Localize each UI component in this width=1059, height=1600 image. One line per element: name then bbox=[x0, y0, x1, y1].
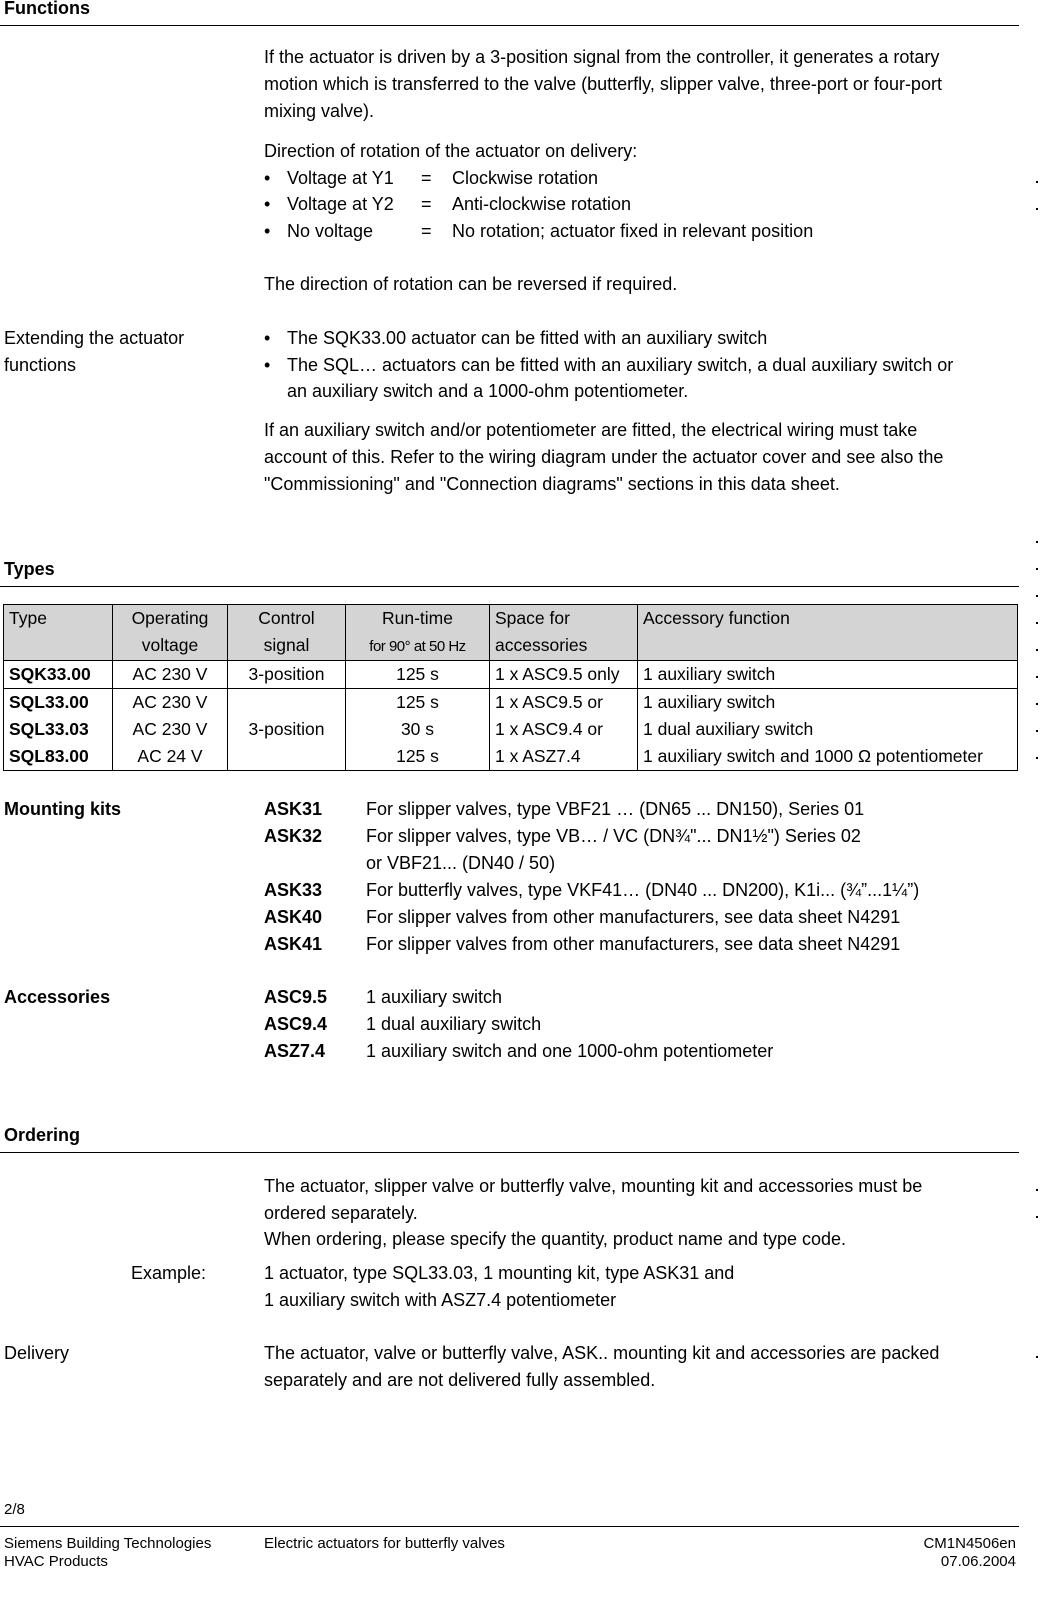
bullet-equals: = bbox=[421, 194, 432, 214]
kit-code: ASK31 bbox=[264, 799, 323, 819]
example-text: 1 actuator, type SQL33.03, 1 mounting kit, type ASK31 and bbox=[264, 1263, 735, 1283]
kit-code: ASK40 bbox=[264, 907, 323, 927]
table-row bbox=[4, 689, 1018, 771]
cell-signal: 3-position bbox=[228, 689, 346, 771]
margin-mark bbox=[1036, 1356, 1038, 1358]
section-heading-types: Types bbox=[4, 559, 55, 579]
footer-company: Siemens Building Technologies bbox=[4, 1535, 212, 1552]
kit-desc: For butterfly valves, type VKF41… (DN40 ... DN200), K1i... (¾”...1¼”) bbox=[366, 880, 920, 900]
bullet-equals: = bbox=[421, 221, 432, 241]
page-number: 2/8 bbox=[4, 1501, 25, 1518]
footer-divider bbox=[0, 1526, 1019, 1527]
kit-desc: or VBF21... (DN40 / 50) bbox=[366, 853, 556, 873]
side-label: Extending the actuator bbox=[4, 328, 185, 348]
cell-space: 1 x ASC9.5 only bbox=[490, 661, 638, 689]
bullet-condition: Voltage at Y2 bbox=[287, 194, 394, 214]
bullet-icon: • bbox=[264, 221, 271, 241]
reverse-note: The direction of rotation can be reversed if required. bbox=[264, 274, 678, 294]
accessory-code: ASZ7.4 bbox=[264, 1041, 326, 1061]
section-heading-functions: Functions bbox=[4, 0, 90, 18]
bullet-result: Anti-clockwise rotation bbox=[452, 194, 632, 214]
delivery-text: The actuator, valve or butterfly valve, ASK.. mounting kit and accessories are packed bbox=[264, 1343, 940, 1363]
margin-mark bbox=[1036, 208, 1038, 210]
divider bbox=[0, 1152, 1019, 1153]
bullet-result: No rotation; actuator fixed in relevant position bbox=[452, 221, 814, 241]
bullet-condition: No voltage bbox=[287, 221, 374, 241]
ordering-text: When ordering, please specify the quantity, product name and type code. bbox=[264, 1229, 847, 1249]
margin-mark bbox=[1036, 1216, 1038, 1218]
divider bbox=[0, 586, 1019, 587]
margin-mark bbox=[1036, 568, 1038, 570]
cell-space: 1 x ASC9.5 or 1 x ASC9.4 or 1 x ASZ7.4 bbox=[490, 689, 638, 771]
accessory-desc: 1 auxiliary switch and one 1000-ohm potentiometer bbox=[366, 1041, 774, 1061]
functions-text: If the actuator is driven by a 3-position signal from the controller, it generates a rotary bbox=[264, 47, 940, 67]
bullet-icon: • bbox=[264, 355, 271, 375]
col-header-function: Accessory function bbox=[638, 605, 1018, 661]
extending-bullet: The SQL… actuators can be fitted with an auxiliary switch, a dual auxiliary switch or bbox=[287, 355, 954, 375]
delivery-text: separately and are not delivered fully assembled. bbox=[264, 1370, 656, 1390]
margin-mark bbox=[1036, 649, 1038, 651]
col-header-voltage: Operating voltage bbox=[113, 605, 228, 661]
bullet-equals: = bbox=[421, 168, 432, 188]
col-header-type: Type bbox=[4, 605, 113, 661]
footer-division: HVAC Products bbox=[4, 1553, 108, 1570]
footer-doc-id: CM1N4506en bbox=[923, 1535, 1016, 1552]
cell-type: SQL33.00 SQL33.03 SQL83.00 bbox=[4, 689, 113, 771]
accessory-code: ASC9.4 bbox=[264, 1014, 328, 1034]
bullet-icon: • bbox=[264, 328, 271, 348]
extending-bullet: The SQK33.00 actuator can be fitted with an auxiliary switch bbox=[287, 328, 768, 348]
kit-desc: For slipper valves from other manufacturers, see data sheet N4291 bbox=[366, 907, 901, 927]
ordering-text: The actuator, slipper valve or butterfly valve, mounting kit and accessories must be bbox=[264, 1176, 923, 1196]
bullet-result: Clockwise rotation bbox=[452, 168, 599, 188]
margin-mark bbox=[1036, 730, 1038, 732]
margin-mark bbox=[1036, 676, 1038, 678]
cell-signal: 3-position bbox=[228, 661, 346, 689]
extending-text: If an auxiliary switch and/or potentiometer are fitted, the electrical wiring must take bbox=[264, 420, 918, 440]
cell-runtime: 125 s bbox=[346, 661, 490, 689]
table-row bbox=[4, 661, 1018, 689]
functions-text: motion which is transferred to the valve (butterfly, slipper valve, three-port or four-port bbox=[264, 74, 942, 94]
side-label-mounting-kits: Mounting kits bbox=[4, 799, 121, 819]
margin-mark bbox=[1036, 541, 1038, 543]
margin-mark bbox=[1036, 622, 1038, 624]
margin-mark bbox=[1036, 595, 1038, 597]
side-label: functions bbox=[4, 355, 77, 375]
example-text: 1 auxiliary switch with ASZ7.4 potentiometer bbox=[264, 1290, 617, 1310]
col-header-runtime: Run-time for 90° at 50 Hz bbox=[346, 605, 490, 661]
kit-code: ASK32 bbox=[264, 826, 323, 846]
margin-mark bbox=[1036, 703, 1038, 705]
extending-text: "Commissioning" and "Connection diagrams" sections in this data sheet. bbox=[264, 474, 840, 494]
extending-text: account of this. Refer to the wiring diagram under the actuator cover and see also the bbox=[264, 447, 944, 467]
functions-text: mixing valve). bbox=[264, 101, 375, 121]
bullet-icon: • bbox=[264, 194, 271, 214]
kit-desc: For slipper valves, type VBF21 … (DN65 ... DN150), Series 01 bbox=[366, 799, 865, 819]
extending-bullet: an auxiliary switch and a 1000-ohm potentiometer. bbox=[287, 381, 689, 401]
col-header-signal: Control signal bbox=[228, 605, 346, 661]
divider bbox=[0, 25, 1019, 26]
margin-mark bbox=[1036, 1189, 1038, 1191]
cell-function: 1 auxiliary switch 1 dual auxiliary switch 1 auxiliary switch and 1000 Ω potentiometer bbox=[638, 689, 1018, 771]
kit-desc: For slipper valves from other manufacturers, see data sheet N4291 bbox=[366, 934, 901, 954]
kit-code: ASK41 bbox=[264, 934, 323, 954]
delivery-label: Delivery bbox=[4, 1343, 70, 1363]
kit-code: ASK33 bbox=[264, 880, 323, 900]
cell-function: 1 auxiliary switch bbox=[638, 661, 1018, 689]
ordering-text: ordered separately. bbox=[264, 1203, 418, 1223]
cell-voltage: AC 230 V bbox=[113, 661, 228, 689]
bullet-icon: • bbox=[264, 168, 271, 188]
accessory-desc: 1 dual auxiliary switch bbox=[366, 1014, 542, 1034]
cell-voltage: AC 230 V AC 230 V AC 24 V bbox=[113, 689, 228, 771]
footer-date: 07.06.2004 bbox=[940, 1553, 1016, 1570]
direction-intro: Direction of rotation of the actuator on delivery: bbox=[264, 141, 638, 161]
side-label-accessories: Accessories bbox=[4, 987, 111, 1007]
cell-type: SQK33.00 bbox=[4, 661, 113, 689]
types-table bbox=[3, 604, 1018, 771]
section-heading-ordering: Ordering bbox=[4, 1125, 81, 1145]
col-header-space: Space for accessories bbox=[490, 605, 638, 661]
accessory-desc: 1 auxiliary switch bbox=[366, 987, 503, 1007]
table-header-row bbox=[4, 605, 1018, 661]
footer-title: Electric actuators for butterfly valves bbox=[264, 1535, 505, 1552]
margin-mark bbox=[1036, 181, 1038, 183]
example-label: Example: bbox=[131, 1263, 207, 1283]
kit-desc: For slipper valves, type VB… / VC (DN¾"... DN1½") Series 02 bbox=[366, 826, 861, 846]
cell-runtime: 125 s 30 s 125 s bbox=[346, 689, 490, 771]
accessory-code: ASC9.5 bbox=[264, 987, 328, 1007]
margin-mark bbox=[1036, 757, 1038, 759]
bullet-condition: Voltage at Y1 bbox=[287, 168, 394, 188]
